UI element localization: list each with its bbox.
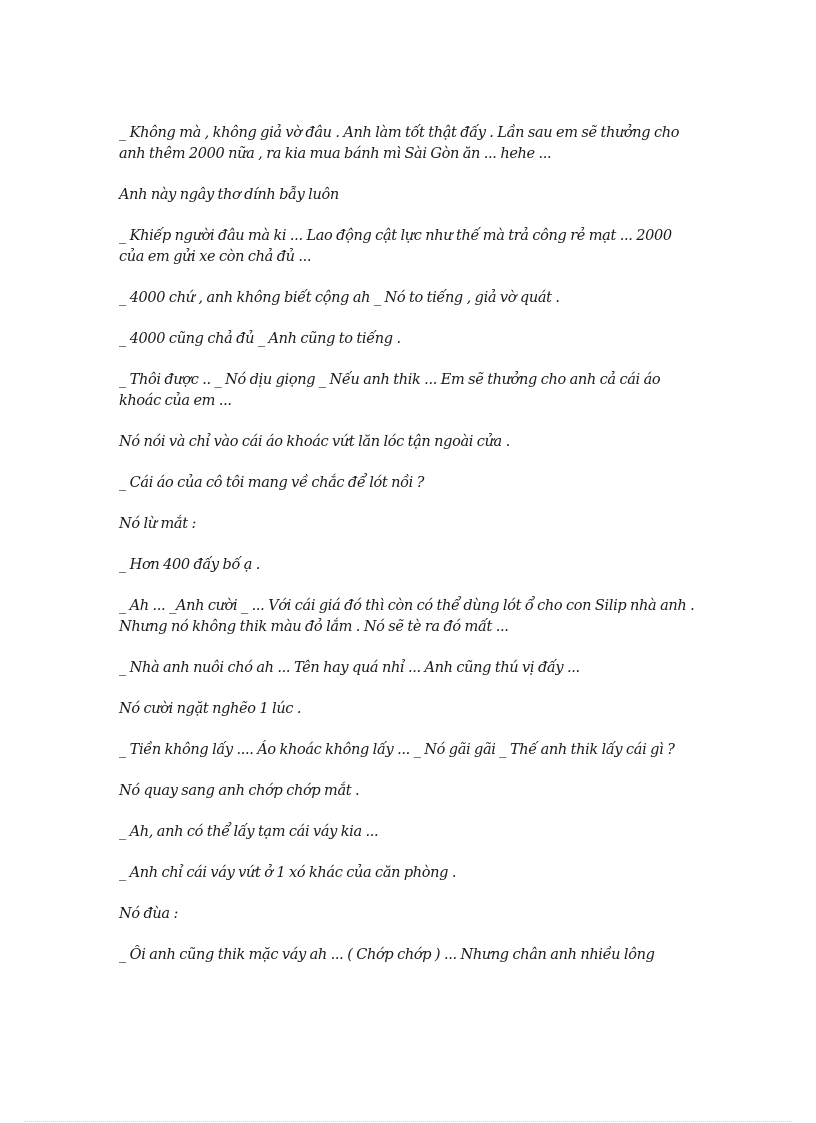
paragraph: _ Ah ... _Anh cười _ ... Với cái giá đó thì còn có thể dùng lót ổ cho con Silip nhà anh . Nhưng nó không thik màu đỏ lắm . Nó sẽ tè ra đó mất ... (119, 598, 695, 635)
paragraph: _ Khiếp người đâu mà ki ... Lao động cật lực như thế mà trả công rẻ mạt ... 2000 của em gửi xe còn chả đủ ... (119, 228, 672, 265)
page-bottom-divider (24, 1121, 792, 1122)
paragraph: _ Thôi được .. _ Nó dịu giọng _ Nếu anh thik ... Em sẽ thưởng cho anh cả cái áo khoác của em ... (119, 372, 661, 409)
paragraph: _ 4000 cũng chả đủ _ Anh cũng to tiếng . (119, 331, 401, 347)
paragraph: Nó quay sang anh chớp chớp mắt . (119, 783, 360, 799)
paragraph: Nó lừ mắt : (119, 516, 196, 532)
paragraph: _ Hơn 400 đấy bố ạ . (119, 557, 261, 573)
paragraph: Nó nói và chỉ vào cái áo khoác vứt lăn lóc tận ngoài cửa . (119, 434, 510, 450)
paragraph: _ Ah, anh có thể lấy tạm cái váy kia ... (119, 824, 379, 840)
paragraph: _ Cái áo của cô tôi mang về chắc để lót nồi ? (119, 475, 425, 491)
paragraph: _ Ôi anh cũng thik mặc váy ah ... ( Chớp chớp ) ... Nhưng chân anh nhiều lông (119, 947, 655, 963)
paragraph: _ Anh chỉ cái váy vứt ở 1 xó khác của căn phòng . (119, 865, 457, 881)
paragraph: _ 4000 chứ , anh không biết cộng ah _ Nó to tiếng , giả vờ quát . (119, 290, 560, 306)
paragraph: _ Không mà , không giả vờ đâu . Anh làm tốt thật đấy . Lần sau em sẽ thưởng cho anh thêm 2000 nữa , ra kia mua bánh mì Sài Gòn ăn ... hehe ... (119, 125, 680, 162)
paragraph: _ Nhà anh nuôi chó ah ... Tên hay quá nhỉ ... Anh cũng thú vị đấy ... (119, 660, 580, 676)
paragraph: Nó cười ngặt nghẽo 1 lúc . (119, 701, 302, 717)
document-body (119, 123, 699, 986)
paragraph: _ Tiền không lấy .... Áo khoác không lấy ... _ Nó gãi gãi _ Thế anh thik lấy cái gì ? (119, 742, 675, 758)
paragraph: Nó đùa : (119, 906, 178, 922)
paragraph: Anh này ngây thơ dính bẫy luôn (119, 187, 339, 203)
